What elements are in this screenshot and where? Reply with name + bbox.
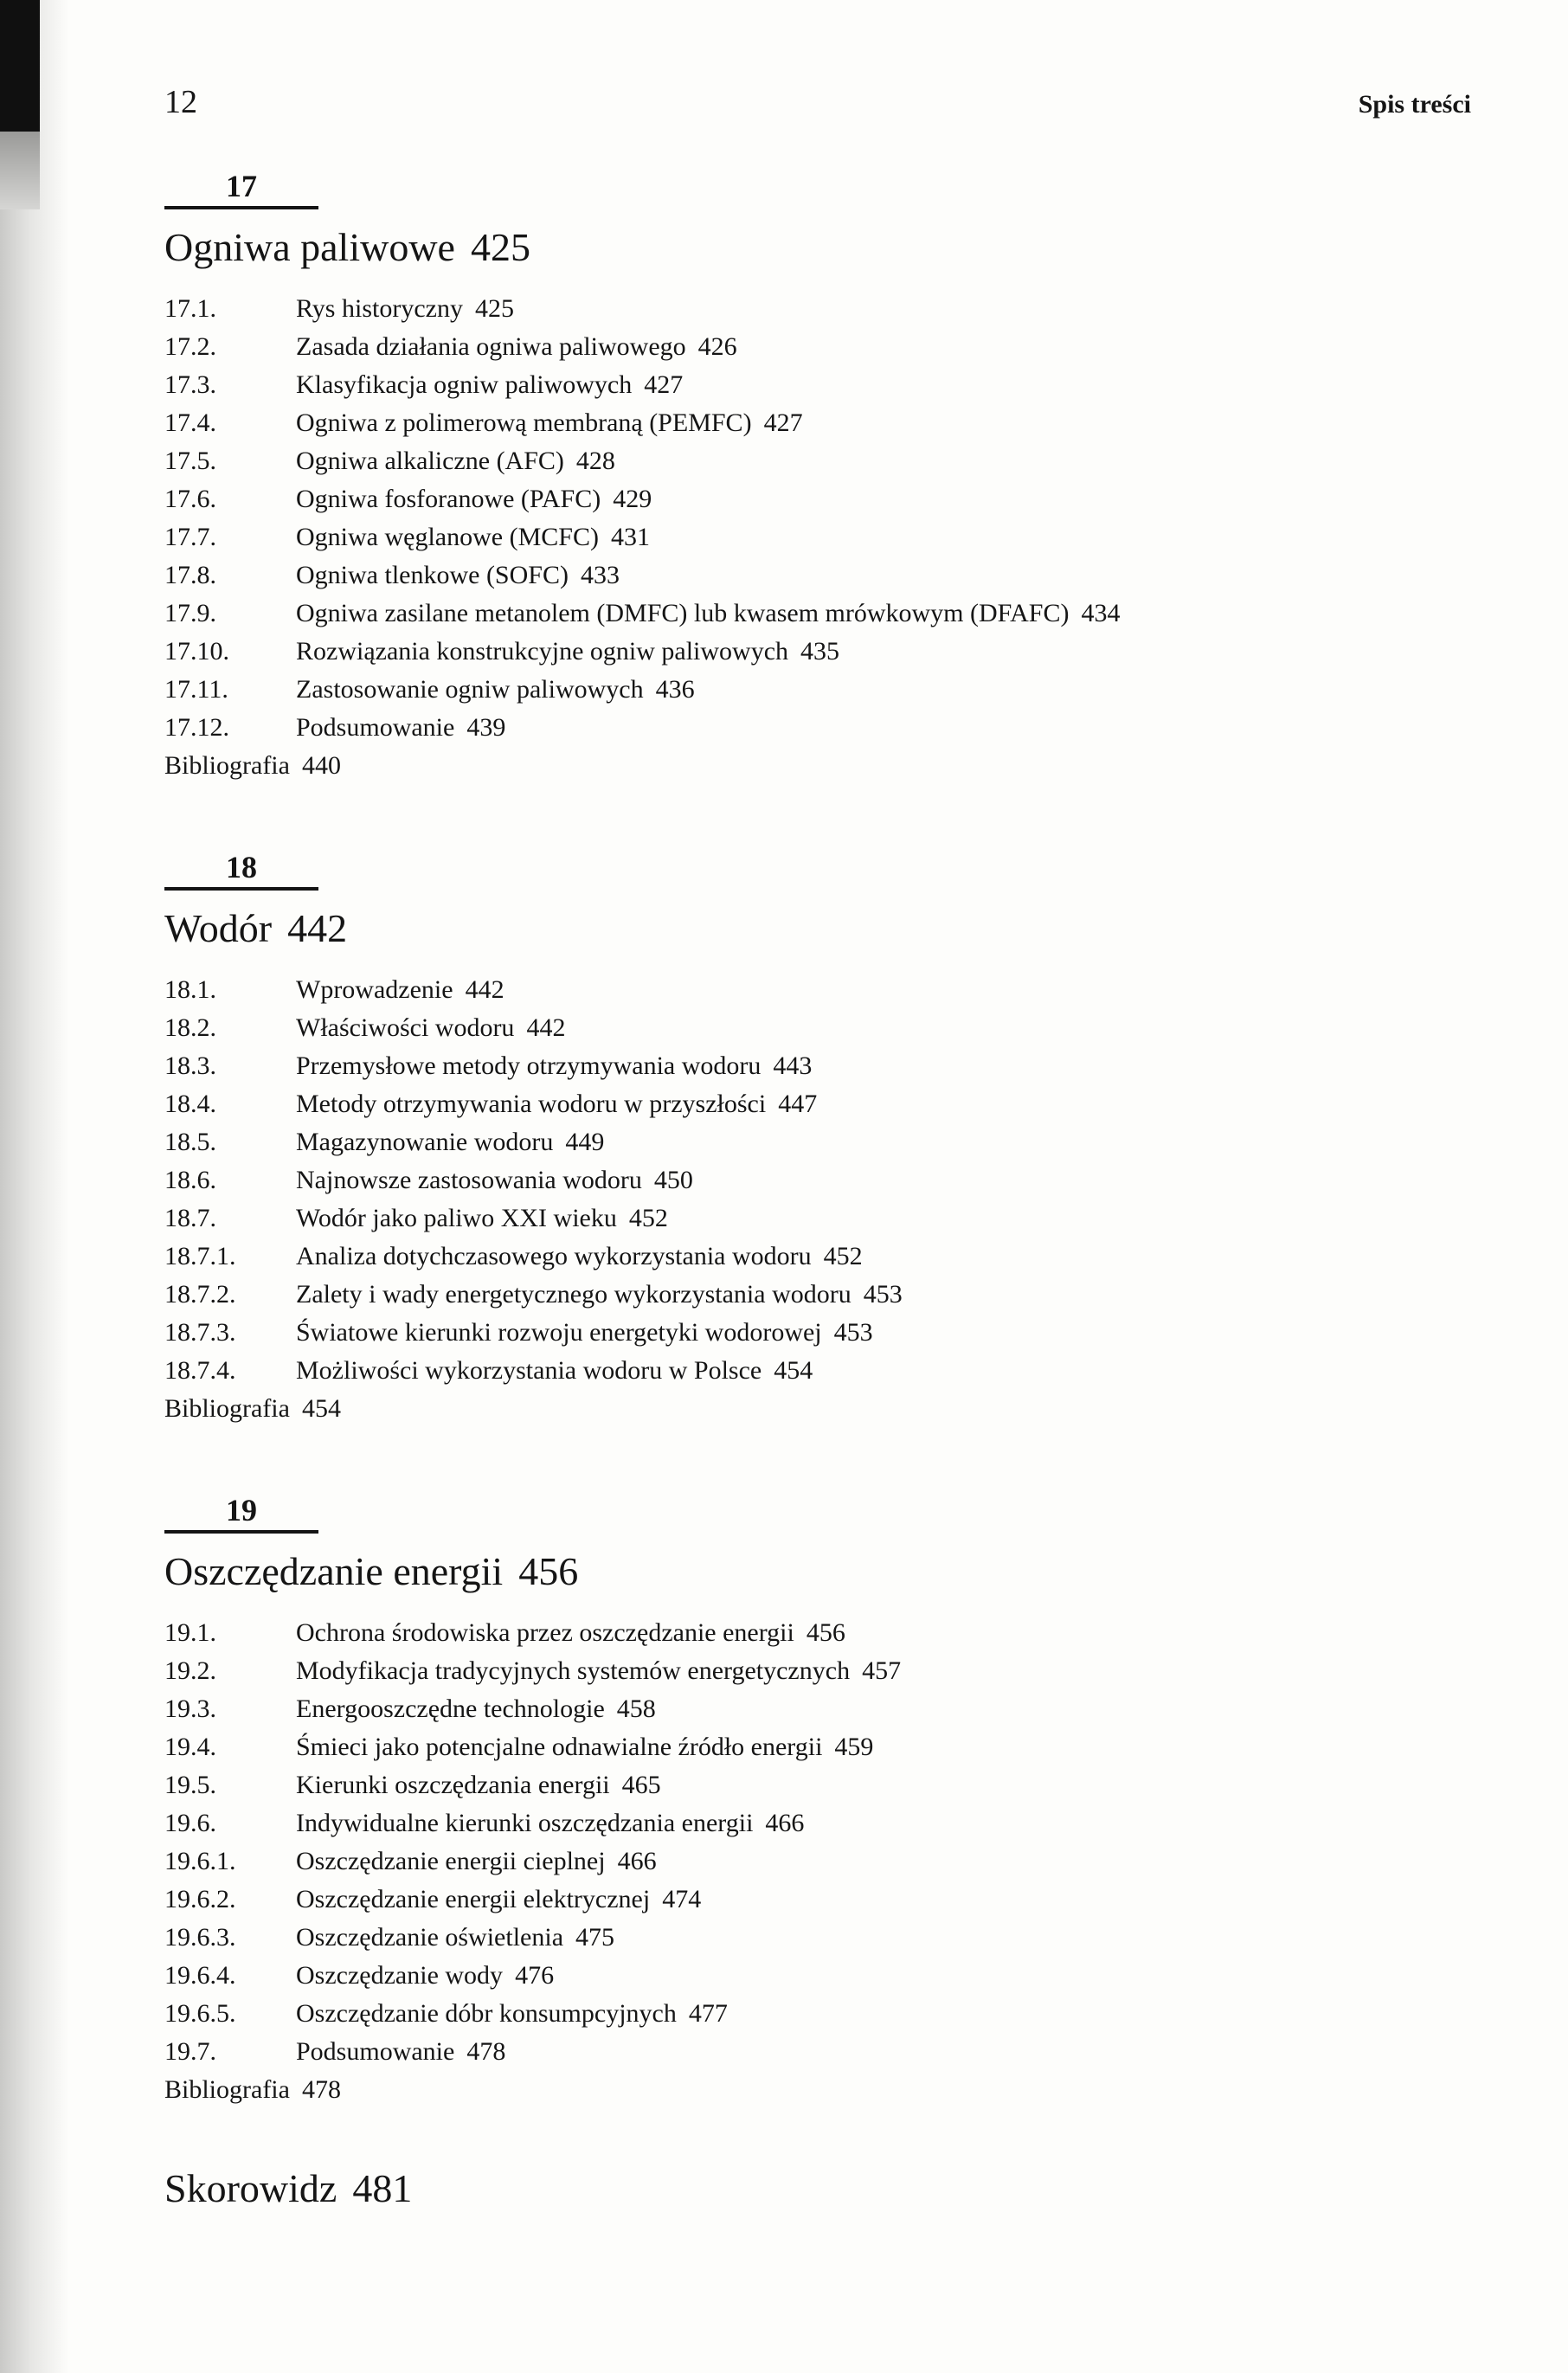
- entry-text: Rozwiązania konstrukcyjne ogniw paliwowych: [296, 636, 789, 666]
- chapter-title-text: Oszczędzanie energii: [164, 1548, 504, 1593]
- entry-number: 17.10.: [164, 636, 229, 666]
- chapter-entries: [164, 290, 1481, 785]
- entry-text: Metody otrzymywania wodoru w przyszłości: [296, 1089, 767, 1118]
- entry-text: Podsumowanie: [296, 712, 455, 742]
- entry-page: 465: [621, 1770, 661, 1799]
- toc-entry: [164, 2033, 1481, 2071]
- entry-page: 426: [697, 331, 737, 361]
- toc-entry: [164, 709, 1481, 747]
- entry-number: 17.2.: [164, 331, 216, 361]
- bibliography-entry: [164, 2071, 1481, 2109]
- entry-number: 19.6.1.: [164, 1846, 236, 1875]
- chapter-title: [164, 1549, 1481, 1595]
- bibliography-entry: [164, 747, 1481, 785]
- toc-entry: [164, 1238, 1481, 1276]
- entry-text: Oszczędzanie oświetlenia: [296, 1922, 564, 1952]
- chapter-page: 442: [287, 905, 348, 950]
- toc-entry: [164, 1123, 1481, 1161]
- entry-number: 18.5.: [164, 1127, 216, 1156]
- entry-number: 18.3.: [164, 1051, 216, 1080]
- entry-number: 18.7.1.: [164, 1241, 236, 1270]
- chapter-section: [164, 849, 1481, 1428]
- toc-entry: [164, 328, 1481, 366]
- toc-entry: [164, 1881, 1481, 1919]
- entry-page: 453: [833, 1317, 873, 1347]
- entry-page: 453: [863, 1279, 903, 1309]
- entry-number: 17.11.: [164, 674, 228, 704]
- entry-text: Indywidualne kierunki oszczędzania energii: [296, 1808, 754, 1837]
- entry-number: 17.8.: [164, 560, 216, 589]
- entry-text: Najnowsze zastosowania wodoru: [296, 1165, 642, 1194]
- chapter-page: 456: [518, 1548, 579, 1593]
- toc-entry: [164, 1728, 1481, 1766]
- entry-number: 19.6.5.: [164, 1998, 236, 2028]
- entry-page: 457: [862, 1656, 902, 1685]
- toc-entry: [164, 366, 1481, 404]
- entry-text: Ogniwa alkaliczne (AFC): [296, 446, 564, 475]
- toc-entry: [164, 1047, 1481, 1085]
- entry-page: 450: [653, 1165, 693, 1194]
- entry-text: Możliwości wykorzystania wodoru w Polsce: [296, 1355, 762, 1385]
- toc-entry: [164, 1085, 1481, 1123]
- entry-page: 466: [617, 1846, 657, 1875]
- chapter-title: [164, 906, 1481, 952]
- toc-entry: [164, 556, 1481, 595]
- bibliography-page: 478: [301, 2074, 341, 2104]
- entry-text: Przemysłowe metody otrzymywania wodoru: [296, 1051, 762, 1080]
- index-title: [164, 2166, 1568, 2212]
- entry-number: 19.6.2.: [164, 1884, 236, 1913]
- toc-entry: [164, 518, 1481, 556]
- entry-page: 452: [823, 1241, 863, 1270]
- toc-entry: [164, 1804, 1481, 1842]
- entry-number: 17.9.: [164, 598, 216, 627]
- bibliography-entry: [164, 1390, 1481, 1428]
- page-header: [0, 0, 1568, 121]
- entry-page: 439: [466, 712, 506, 742]
- toc-entry: [164, 633, 1481, 671]
- toc-entry: [164, 1352, 1481, 1390]
- chapter-title: [164, 225, 1481, 271]
- bibliography-page: 440: [301, 750, 341, 780]
- entry-number: 18.7.2.: [164, 1279, 236, 1309]
- entry-number: 17.3.: [164, 370, 216, 399]
- toc-entry: [164, 1161, 1481, 1199]
- toc-entry: [164, 971, 1481, 1009]
- entry-page: 443: [773, 1051, 813, 1080]
- chapter-entries: [164, 971, 1481, 1428]
- entry-page: 458: [616, 1694, 656, 1723]
- chapter-number: 17: [164, 168, 318, 209]
- toc-entry: [164, 1842, 1481, 1881]
- entry-text: Ogniwa zasilane metanolem (DMFC) lub kwasem mrówkowym (DFAFC): [296, 598, 1070, 627]
- toc-entry: [164, 1919, 1481, 1957]
- toc-entry: [164, 1652, 1481, 1690]
- entry-page: 452: [628, 1203, 668, 1232]
- entry-page: 429: [613, 484, 652, 513]
- toc-content: [0, 168, 1568, 2109]
- entry-number: 18.7.3.: [164, 1317, 236, 1347]
- entry-number: 17.7.: [164, 522, 216, 551]
- entry-number: 19.1.: [164, 1617, 216, 1647]
- index-section: [0, 2166, 1568, 2212]
- entry-text: Wprowadzenie: [296, 974, 453, 1004]
- entry-number: 18.7.4.: [164, 1355, 236, 1385]
- entry-page: 433: [580, 560, 620, 589]
- entry-number: 19.7.: [164, 2036, 216, 2066]
- entry-text: Podsumowanie: [296, 2036, 455, 2066]
- entry-text: Klasyfikacja ogniw paliwowych: [296, 370, 633, 399]
- entry-text: Ogniwa tlenkowe (SOFC): [296, 560, 569, 589]
- entry-page: 466: [765, 1808, 805, 1837]
- index-title-text: Skorowidz: [164, 2165, 337, 2210]
- entry-number: 18.4.: [164, 1089, 216, 1118]
- entry-text: Światowe kierunki rozwoju energetyki wodorowej: [296, 1317, 822, 1347]
- entry-text: Wodór jako paliwo XXI wieku: [296, 1203, 617, 1232]
- entry-text: Analiza dotychczasowego wykorzystania wodoru: [296, 1241, 812, 1270]
- entry-page: 459: [834, 1732, 874, 1761]
- entry-number: 19.3.: [164, 1694, 216, 1723]
- entry-text: Magazynowanie wodoru: [296, 1127, 554, 1156]
- toc-entry: [164, 595, 1481, 633]
- bibliography-label: Bibliografia: [164, 750, 290, 780]
- entry-number: 17.6.: [164, 484, 216, 513]
- entry-text: Śmieci jako potencjalne odnawialne źródło energii: [296, 1732, 823, 1761]
- entry-page: 474: [662, 1884, 702, 1913]
- entry-number: 17.1.: [164, 293, 216, 323]
- chapter-number: 19: [164, 1492, 318, 1534]
- bibliography-label: Bibliografia: [164, 2074, 290, 2104]
- entry-page: 436: [655, 674, 695, 704]
- entry-page: 427: [763, 408, 803, 437]
- toc-entry: [164, 480, 1481, 518]
- entry-page: 435: [800, 636, 840, 666]
- entry-number: 19.6.: [164, 1808, 216, 1837]
- entry-page: 428: [575, 446, 615, 475]
- entry-page: 442: [526, 1013, 566, 1042]
- entry-number: 19.2.: [164, 1656, 216, 1685]
- entry-page: 442: [465, 974, 504, 1004]
- entry-page: 475: [575, 1922, 615, 1952]
- entry-number: 18.1.: [164, 974, 216, 1004]
- entry-text: Ogniwa z polimerową membraną (PEMFC): [296, 408, 752, 437]
- toc-entry: [164, 1690, 1481, 1728]
- toc-entry: [164, 1614, 1481, 1652]
- entry-number: 19.6.4.: [164, 1960, 236, 1990]
- entry-page: 425: [474, 293, 514, 323]
- entry-number: 17.12.: [164, 712, 229, 742]
- bibliography-page: 454: [301, 1393, 341, 1423]
- chapter-section: [164, 1492, 1481, 2109]
- entry-number: 17.4.: [164, 408, 216, 437]
- entry-text: Modyfikacja tradycyjnych systemów energetycznych: [296, 1656, 851, 1685]
- toc-entry: [164, 1276, 1481, 1314]
- entry-number: 19.4.: [164, 1732, 216, 1761]
- entry-number: 19.6.3.: [164, 1922, 236, 1952]
- entry-text: Oszczędzanie energii cieplnej: [296, 1846, 606, 1875]
- chapter-title-text: Ogniwa paliwowe: [164, 225, 455, 269]
- toc-entry: [164, 1957, 1481, 1995]
- entry-page: 431: [610, 522, 650, 551]
- entry-text: Kierunki oszczędzania energii: [296, 1770, 610, 1799]
- chapter-title-text: Wodór: [164, 905, 273, 950]
- toc-entry: [164, 290, 1481, 328]
- entry-page: 454: [774, 1355, 813, 1385]
- entry-text: Oszczędzanie energii elektrycznej: [296, 1884, 651, 1913]
- entry-page: 449: [565, 1127, 605, 1156]
- entry-number: 17.5.: [164, 446, 216, 475]
- chapter-page: 425: [470, 225, 530, 269]
- entry-page: 478: [466, 2036, 506, 2066]
- chapter-section: [164, 168, 1481, 785]
- entry-text: Zalety i wady energetycznego wykorzystania wodoru: [296, 1279, 851, 1309]
- toc-entry: [164, 671, 1481, 709]
- entry-page: 427: [644, 370, 684, 399]
- bibliography-label: Bibliografia: [164, 1393, 290, 1423]
- chapter-number: 18: [164, 849, 318, 891]
- entry-page: 447: [778, 1089, 818, 1118]
- entry-text: Rys historyczny: [296, 293, 463, 323]
- toc-entry: [164, 442, 1481, 480]
- toc-entry: [164, 1995, 1481, 2033]
- entry-number: 18.2.: [164, 1013, 216, 1042]
- entry-text: Ogniwa węglanowe (MCFC): [296, 522, 599, 551]
- entry-text: Ochrona środowiska przez oszczędzanie energii: [296, 1617, 794, 1647]
- entry-text: Ogniwa fosforanowe (PAFC): [296, 484, 601, 513]
- page-number: 12: [164, 84, 197, 120]
- entry-text: Oszczędzanie dóbr konsumpcyjnych: [296, 1998, 677, 2028]
- entry-number: 18.7.: [164, 1203, 216, 1232]
- entry-text: Zasada działania ogniwa paliwowego: [296, 331, 686, 361]
- toc-entry: [164, 1199, 1481, 1238]
- entry-text: Zastosowanie ogniw paliwowych: [296, 674, 644, 704]
- entry-page: 456: [806, 1617, 845, 1647]
- entry-number: 19.5.: [164, 1770, 216, 1799]
- entry-text: Właściwości wodoru: [296, 1013, 515, 1042]
- header-title: Spis treści: [1358, 90, 1471, 119]
- entry-page: 476: [515, 1960, 555, 1990]
- toc-entry: [164, 404, 1481, 442]
- chapter-entries: [164, 1614, 1481, 2109]
- entry-page: 434: [1081, 598, 1121, 627]
- toc-entry: [164, 1009, 1481, 1047]
- entry-number: 18.6.: [164, 1165, 216, 1194]
- toc-entry: [164, 1314, 1481, 1352]
- entry-text: Energooszczędne technologie: [296, 1694, 605, 1723]
- entry-text: Oszczędzanie wody: [296, 1960, 504, 1990]
- index-page: 481: [352, 2165, 413, 2210]
- toc-entry: [164, 1766, 1481, 1804]
- entry-page: 477: [688, 1998, 728, 2028]
